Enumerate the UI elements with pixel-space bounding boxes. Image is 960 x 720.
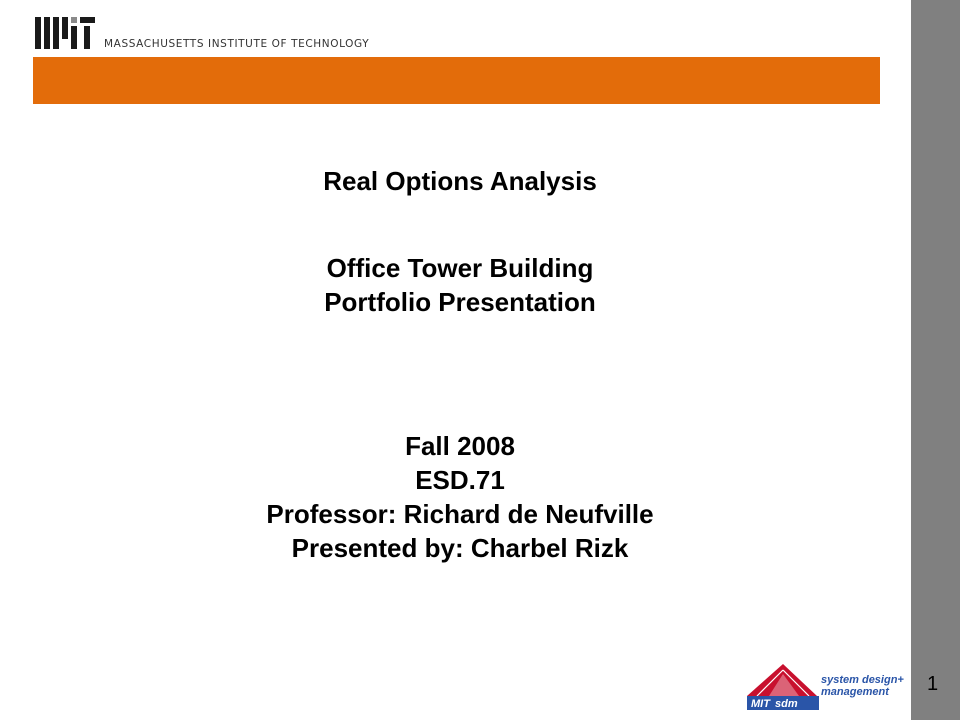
sdm-wordmark-line-2: management (821, 686, 889, 698)
orange-banner (33, 57, 880, 104)
title-details (60, 429, 860, 565)
professor-text: Professor: Richard de Neufville (266, 499, 654, 529)
mit-logo-icon (35, 17, 95, 49)
title-line-1: Real Options Analysis (323, 166, 597, 196)
title-subject (60, 251, 860, 319)
term-text: Fall 2008 (405, 431, 515, 461)
course-text: ESD.71 (415, 465, 505, 495)
page-number: 1 (927, 673, 939, 695)
title-line-3: Portfolio Presentation (324, 287, 596, 317)
sdm-logo-mit-text: MIT (751, 698, 770, 710)
title-line-2: Office Tower Building (326, 253, 594, 283)
title-main (60, 164, 860, 198)
side-strip (911, 0, 960, 720)
sdm-wordmark (821, 674, 921, 698)
sdm-logo-sdm-text: sdm (775, 698, 798, 710)
mit-wordmark: MASSACHUSETTS INSTITUTE OF TECHNOLOGY (104, 38, 370, 50)
presenter-text: Presented by: Charbel Rizk (291, 533, 629, 563)
sdm-wordmark-line-1: system design+ (821, 674, 904, 686)
